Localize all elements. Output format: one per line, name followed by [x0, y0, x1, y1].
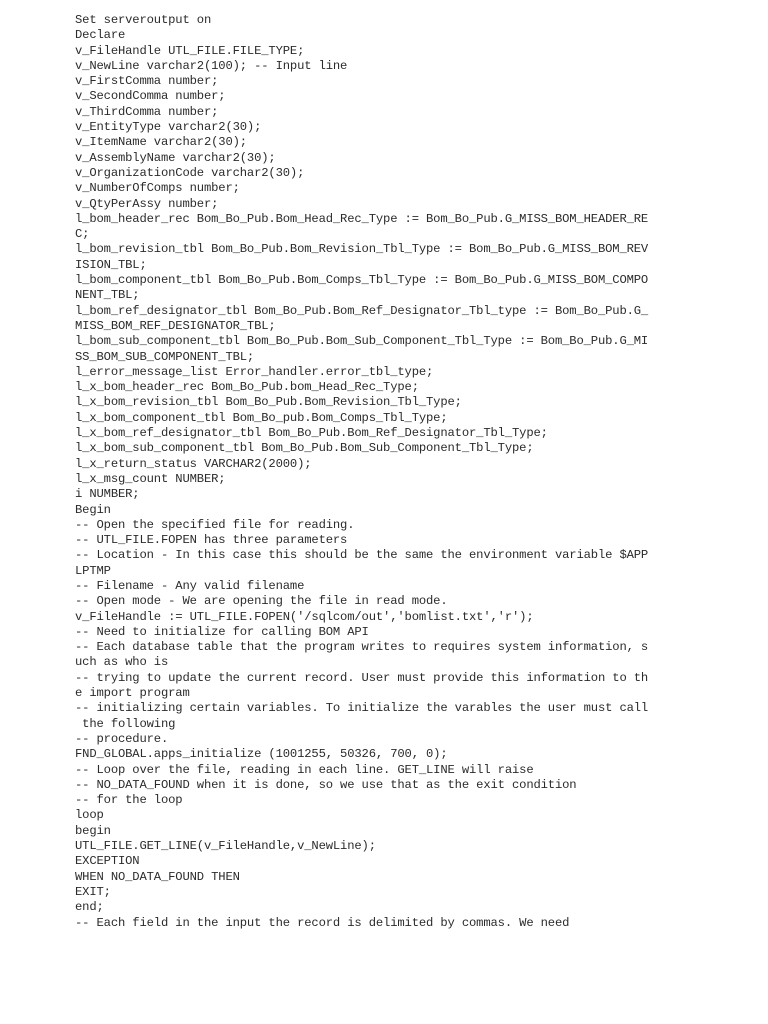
- code-line: LPTMP: [75, 563, 111, 578]
- code-line: l_x_bom_component_tbl Bom_Bo_pub.Bom_Comps_Tbl_Type;: [75, 410, 448, 425]
- code-line: UTL_FILE.GET_LINE(v_FileHandle,v_NewLine);: [75, 839, 376, 854]
- code-line: v_FirstComma number;: [75, 74, 219, 89]
- code-line: v_ItemName varchar2(30);: [75, 135, 247, 150]
- code-line: v_ThirdComma number;: [75, 104, 219, 119]
- code-line: loop: [75, 808, 104, 823]
- code-line: l_bom_header_rec Bom_Bo_Pub.Bom_Head_Rec_Type := Bom_Bo_Pub.G_MISS_BOM_HEADER_RE: [75, 211, 649, 226]
- code-line: -- initializing certain variables. To initialize the varables the user must call: [75, 701, 649, 716]
- code-line: -- Location - In this case this should be the same the environment variable $APP: [75, 548, 649, 563]
- code-line: e import program: [75, 686, 190, 701]
- code-line: -- Loop over the file, reading in each line. GET_LINE will raise: [75, 762, 534, 777]
- code-line: v_SecondComma number;: [75, 89, 226, 104]
- code-line: v_FileHandle := UTL_FILE.FOPEN('/sqlcom/out','bomlist.txt','r');: [75, 609, 534, 624]
- code-line: -- Filename - Any valid filename: [75, 578, 305, 593]
- code-line: -- Need to initialize for calling BOM API: [75, 624, 369, 639]
- code-line: -- for the loop: [75, 793, 183, 808]
- code-line: v_QtyPerAssy number;: [75, 196, 219, 211]
- code-line: v_OrganizationCode varchar2(30);: [75, 165, 305, 180]
- code-line: -- Each field in the input the record is delimited by commas. We need: [75, 915, 570, 930]
- code-document: [75, 13, 685, 931]
- code-line: l_x_bom_header_rec Bom_Bo_Pub.bom_Head_Rec_Type;: [75, 380, 419, 395]
- code-line: Begin: [75, 502, 111, 517]
- code-line: -- Open mode - We are opening the file in read mode.: [75, 594, 448, 609]
- code-line: l_x_bom_ref_designator_tbl Bom_Bo_Pub.Bom_Ref_Designator_Tbl_Type;: [75, 426, 548, 441]
- code-line: WHEN NO_DATA_FOUND THEN: [75, 869, 240, 884]
- code-line: v_NumberOfComps number;: [75, 181, 240, 196]
- code-line: uch as who is: [75, 655, 169, 670]
- code-line: l_x_bom_sub_component_tbl Bom_Bo_Pub.Bom_Sub_Component_Tbl_Type;: [75, 441, 534, 456]
- code-line: SS_BOM_SUB_COMPONENT_TBL;: [75, 349, 255, 364]
- code-line: -- Each database table that the program writes to requires system information, s: [75, 640, 649, 655]
- code-line: the following: [75, 716, 176, 731]
- code-line: l_bom_sub_component_tbl Bom_Bo_Pub.Bom_Sub_Component_Tbl_Type := Bom_Bo_Pub.G_MI: [75, 334, 649, 349]
- code-line: Declare: [75, 28, 126, 43]
- code-line: -- NO_DATA_FOUND when it is done, so we use that as the exit condition: [75, 777, 577, 792]
- code-line: v_NewLine varchar2(100); -- Input line: [75, 58, 348, 73]
- code-line: begin: [75, 823, 111, 838]
- code-line: FND_GLOBAL.apps_initialize (1001255, 50326, 700, 0);: [75, 747, 448, 762]
- code-line: v_EntityType varchar2(30);: [75, 120, 262, 135]
- code-line: Set serveroutput on: [75, 13, 212, 27]
- code-line: l_x_bom_revision_tbl Bom_Bo_Pub.Bom_Revision_Tbl_Type;: [75, 395, 462, 410]
- code-line: l_error_message_list Error_handler.error_tbl_type;: [75, 364, 434, 379]
- code-line: end;: [75, 900, 104, 915]
- code-line: -- UTL_FILE.FOPEN has three parameters: [75, 533, 348, 548]
- code-line: l_x_return_status VARCHAR2(2000);: [75, 456, 312, 471]
- code-line: C;: [75, 227, 90, 242]
- code-line: l_bom_ref_designator_tbl Bom_Bo_Pub.Bom_Ref_Designator_Tbl_type := Bom_Bo_Pub.G_: [75, 303, 649, 318]
- code-line: -- procedure.: [75, 731, 169, 746]
- code-line: NENT_TBL;: [75, 288, 140, 303]
- code-line: l_x_msg_count NUMBER;: [75, 471, 226, 486]
- code-line: -- trying to update the current record. User must provide this information to th: [75, 670, 649, 685]
- code-line: l_bom_component_tbl Bom_Bo_Pub.Bom_Comps_Tbl_Type := Bom_Bo_Pub.G_MISS_BOM_COMPO: [75, 273, 649, 288]
- code-line: i NUMBER;: [75, 487, 140, 502]
- code-line: v_AssemblyName varchar2(30);: [75, 150, 276, 165]
- code-line: v_FileHandle UTL_FILE.FILE_TYPE;: [75, 43, 305, 58]
- code-line: MISS_BOM_REF_DESIGNATOR_TBL;: [75, 318, 276, 333]
- code-line: EXIT;: [75, 884, 111, 899]
- code-line: ISION_TBL;: [75, 257, 147, 272]
- code-line: -- Open the specified file for reading.: [75, 517, 355, 532]
- code-line: EXCEPTION: [75, 854, 140, 869]
- code-line: l_bom_revision_tbl Bom_Bo_Pub.Bom_Revision_Tbl_Type := Bom_Bo_Pub.G_MISS_BOM_REV: [75, 242, 649, 257]
